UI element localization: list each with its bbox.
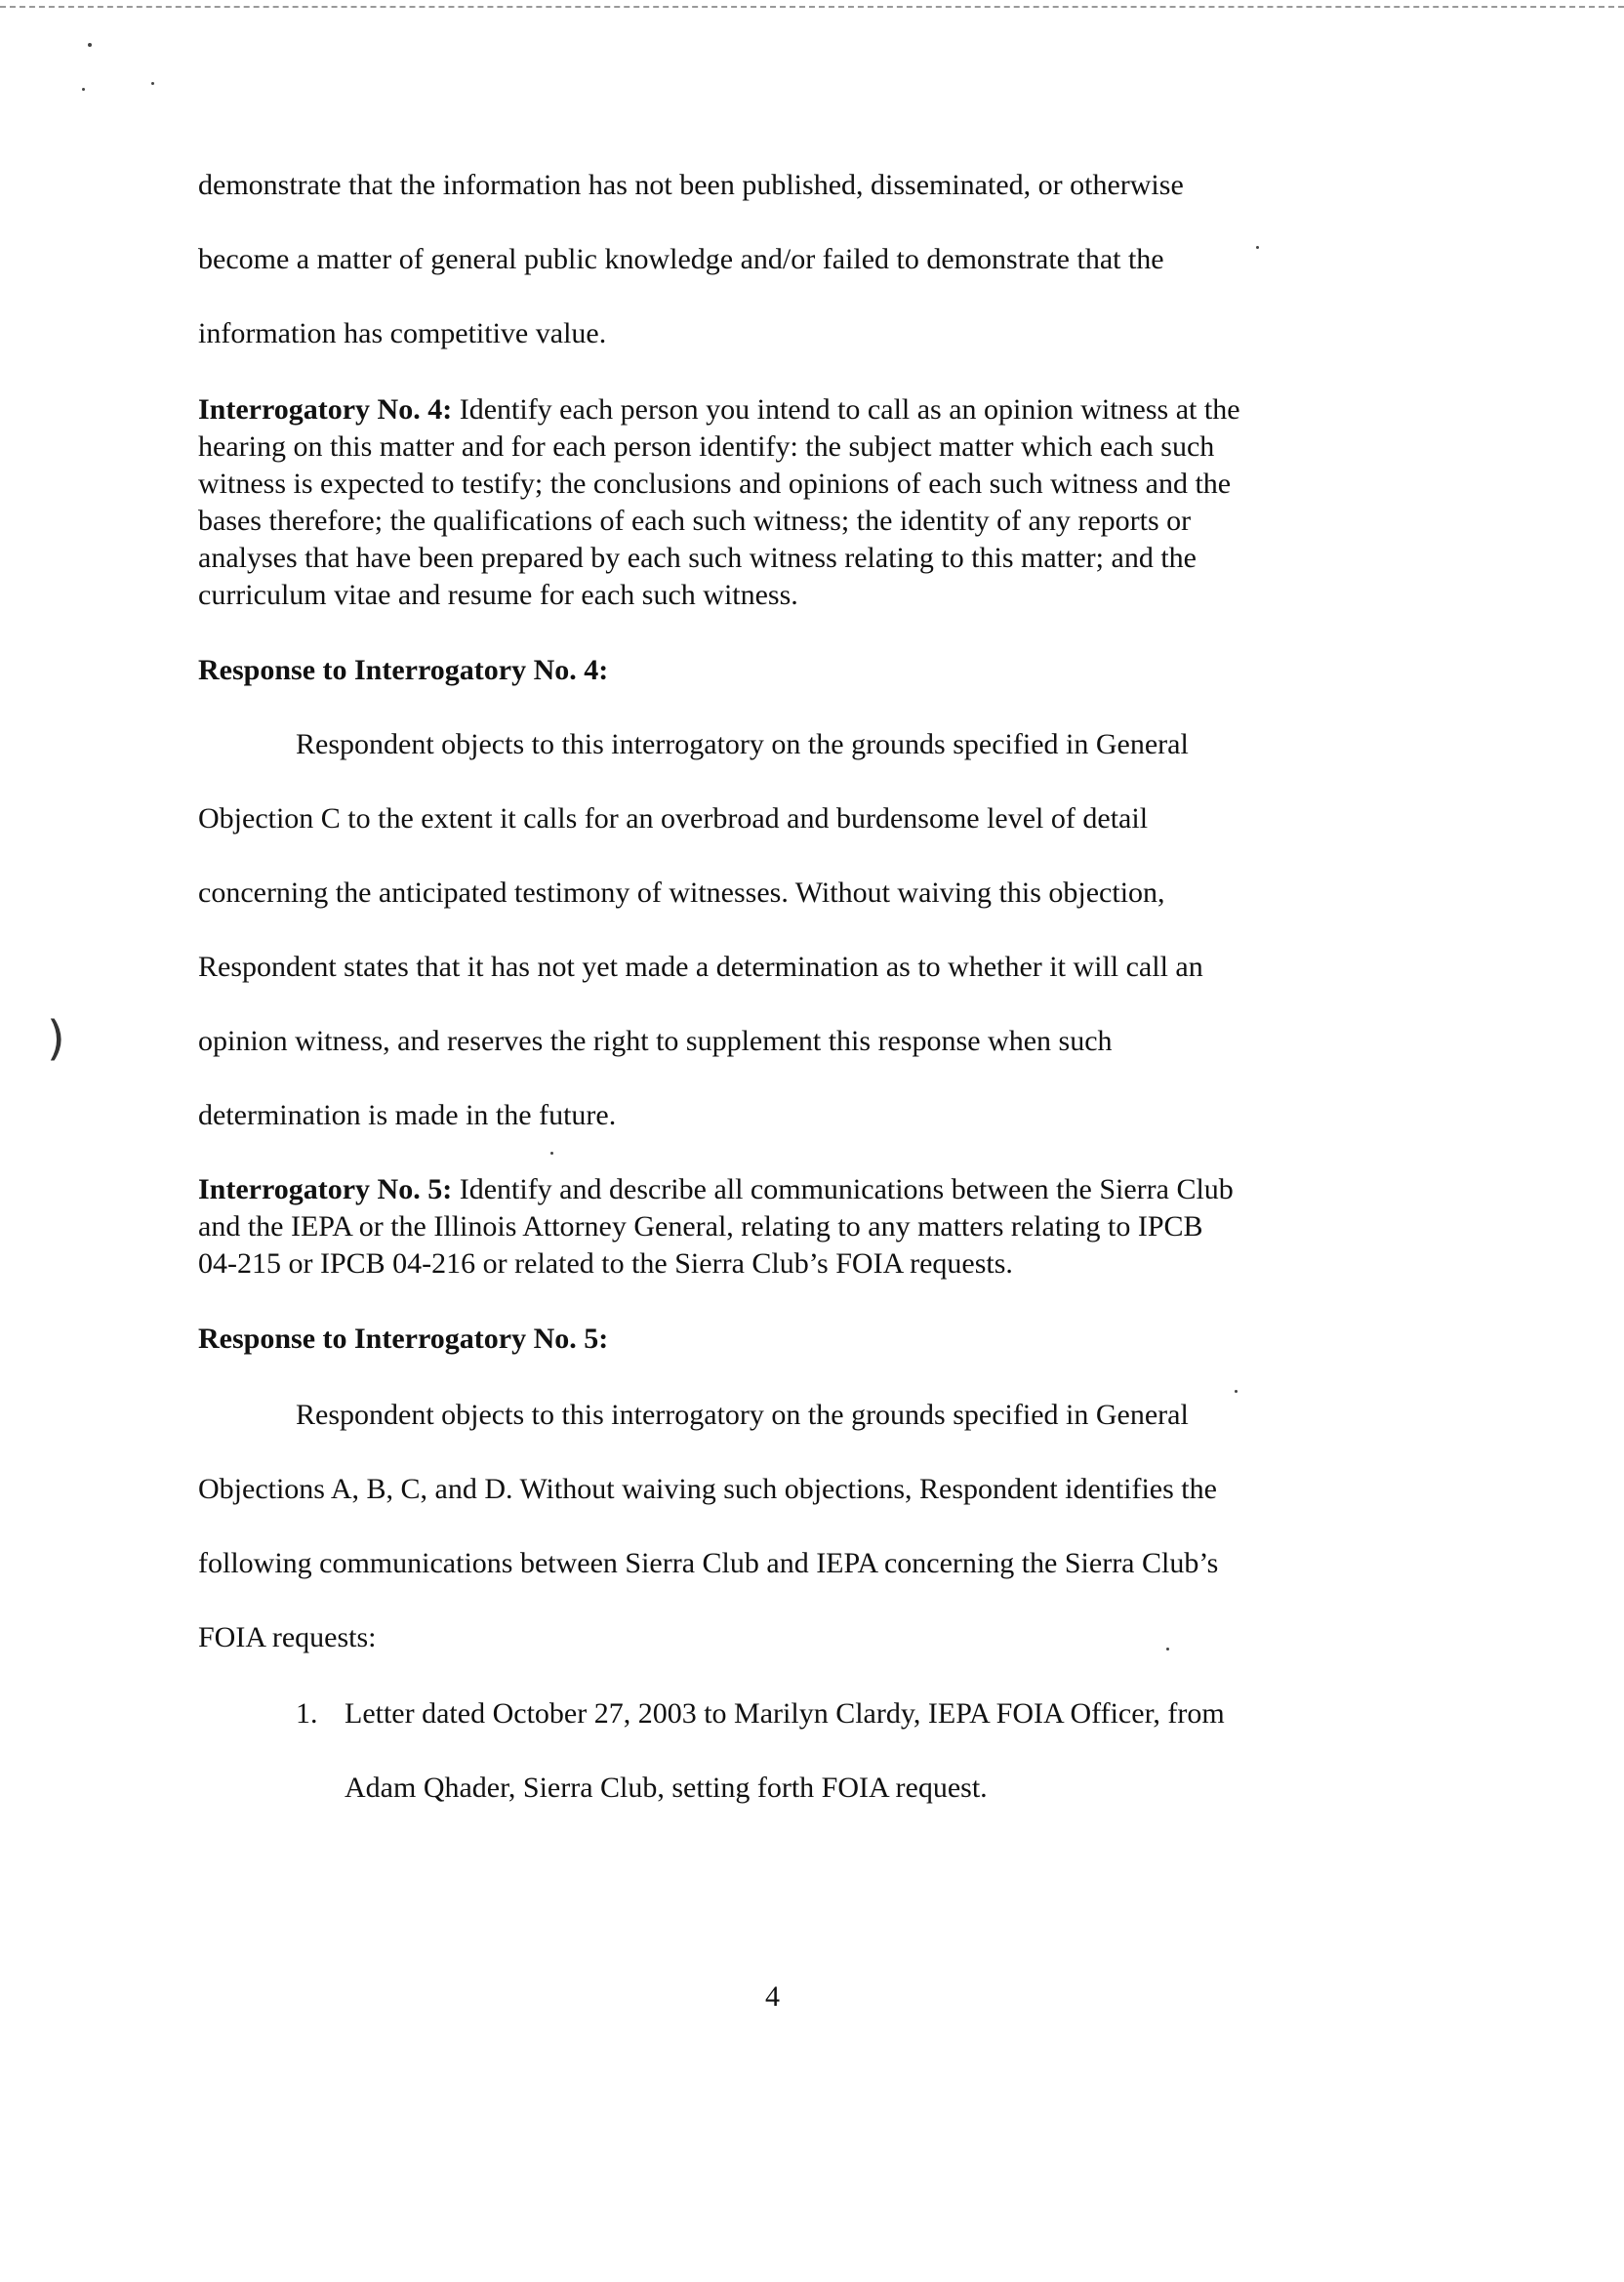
interrogatory-5-line-2: and the IEPA or the Illinois Attorney General, relating to any matters relating to IPCB: [198, 1210, 1203, 1243]
list-item-1-line-1: Letter dated October 27, 2003 to Marilyn Clardy, IEPA FOIA Officer, from: [345, 1697, 1225, 1730]
response-5-line-2: Objections A, B, C, and D. Without waiving such objections, Respondent identifies the: [198, 1473, 1217, 1505]
scan-bracket-mark: ): [47, 1011, 65, 1066]
interrogatory-5-first-text: Identify and describe all communications between the Sierra Club: [452, 1173, 1234, 1205]
response-4-heading: Response to Interrogatory No. 4:: [198, 654, 609, 686]
response-4-line-6: determination is made in the future.: [198, 1099, 617, 1131]
continuation-line-1: demonstrate that the information has not been published, disseminated, or otherwise: [198, 169, 1184, 201]
list-item-1-line-2: Adam Qhader, Sierra Club, setting forth FOIA request.: [345, 1772, 988, 1804]
list-item-1-number: 1.: [296, 1697, 318, 1730]
scan-speck: [88, 43, 92, 47]
response-5-line-1: Respondent objects to this interrogatory on the grounds specified in General: [296, 1399, 1189, 1431]
interrogatory-4-line-4: bases therefore; the qualifications of each such witness; the identity of any reports or: [198, 505, 1192, 537]
response-5-line-3: following communications between Sierra Club and IEPA concerning the Sierra Club’s: [198, 1547, 1219, 1579]
scan-speck: [1166, 1648, 1169, 1650]
response-5-heading: Response to Interrogatory No. 5:: [198, 1323, 609, 1355]
response-4-line-2: Objection C to the extent it calls for an overbroad and burdensome level of detail: [198, 802, 1149, 835]
scan-speck: [550, 1152, 553, 1155]
interrogatory-5-line-3: 04-215 or IPCB 04-216 or related to the Sierra Club’s FOIA requests.: [198, 1247, 1013, 1280]
response-4-line-4: Respondent states that it has not yet made a determination as to whether it will call an: [198, 951, 1203, 983]
interrogatory-4-line-6: curriculum vitae and resume for each such witness.: [198, 579, 798, 611]
interrogatory-4-line-5: analyses that have been prepared by each such witness relating to this matter; and the: [198, 542, 1197, 574]
interrogatory-4-first-line: [198, 392, 1240, 428]
page-number: 4: [765, 1980, 780, 2013]
continuation-line-2: become a matter of general public knowledge and/or failed to demonstrate that the: [198, 243, 1164, 275]
continuation-line-3: information has competitive value.: [198, 317, 607, 349]
scan-speck: [151, 82, 154, 85]
scan-speck: [82, 88, 85, 91]
response-4-line-5: opinion witness, and reserves the right to supplement this response when such: [198, 1025, 1113, 1057]
interrogatory-4-line-2: hearing on this matter and for each person identify: the subject matter which each such: [198, 430, 1215, 463]
interrogatory-4-label: Interrogatory No. 4:: [198, 393, 453, 426]
interrogatory-4-first-text: Identify each person you intend to call as an opinion witness at the: [452, 393, 1240, 426]
response-4-line-3: concerning the anticipated testimony of witnesses. Without waiving this objection,: [198, 876, 1165, 909]
response-4-line-1: Respondent objects to this interrogatory on the grounds specified in General: [296, 728, 1189, 760]
response-5-line-4: FOIA requests:: [198, 1621, 377, 1653]
interrogatory-5-first-line: [198, 1172, 1234, 1207]
scan-speck: [1256, 246, 1259, 249]
interrogatory-4-line-3: witness is expected to testify; the conclusions and opinions of each such witness and the: [198, 468, 1232, 500]
scan-speck: [1235, 1390, 1238, 1393]
interrogatory-5-label: Interrogatory No. 5:: [198, 1173, 453, 1205]
